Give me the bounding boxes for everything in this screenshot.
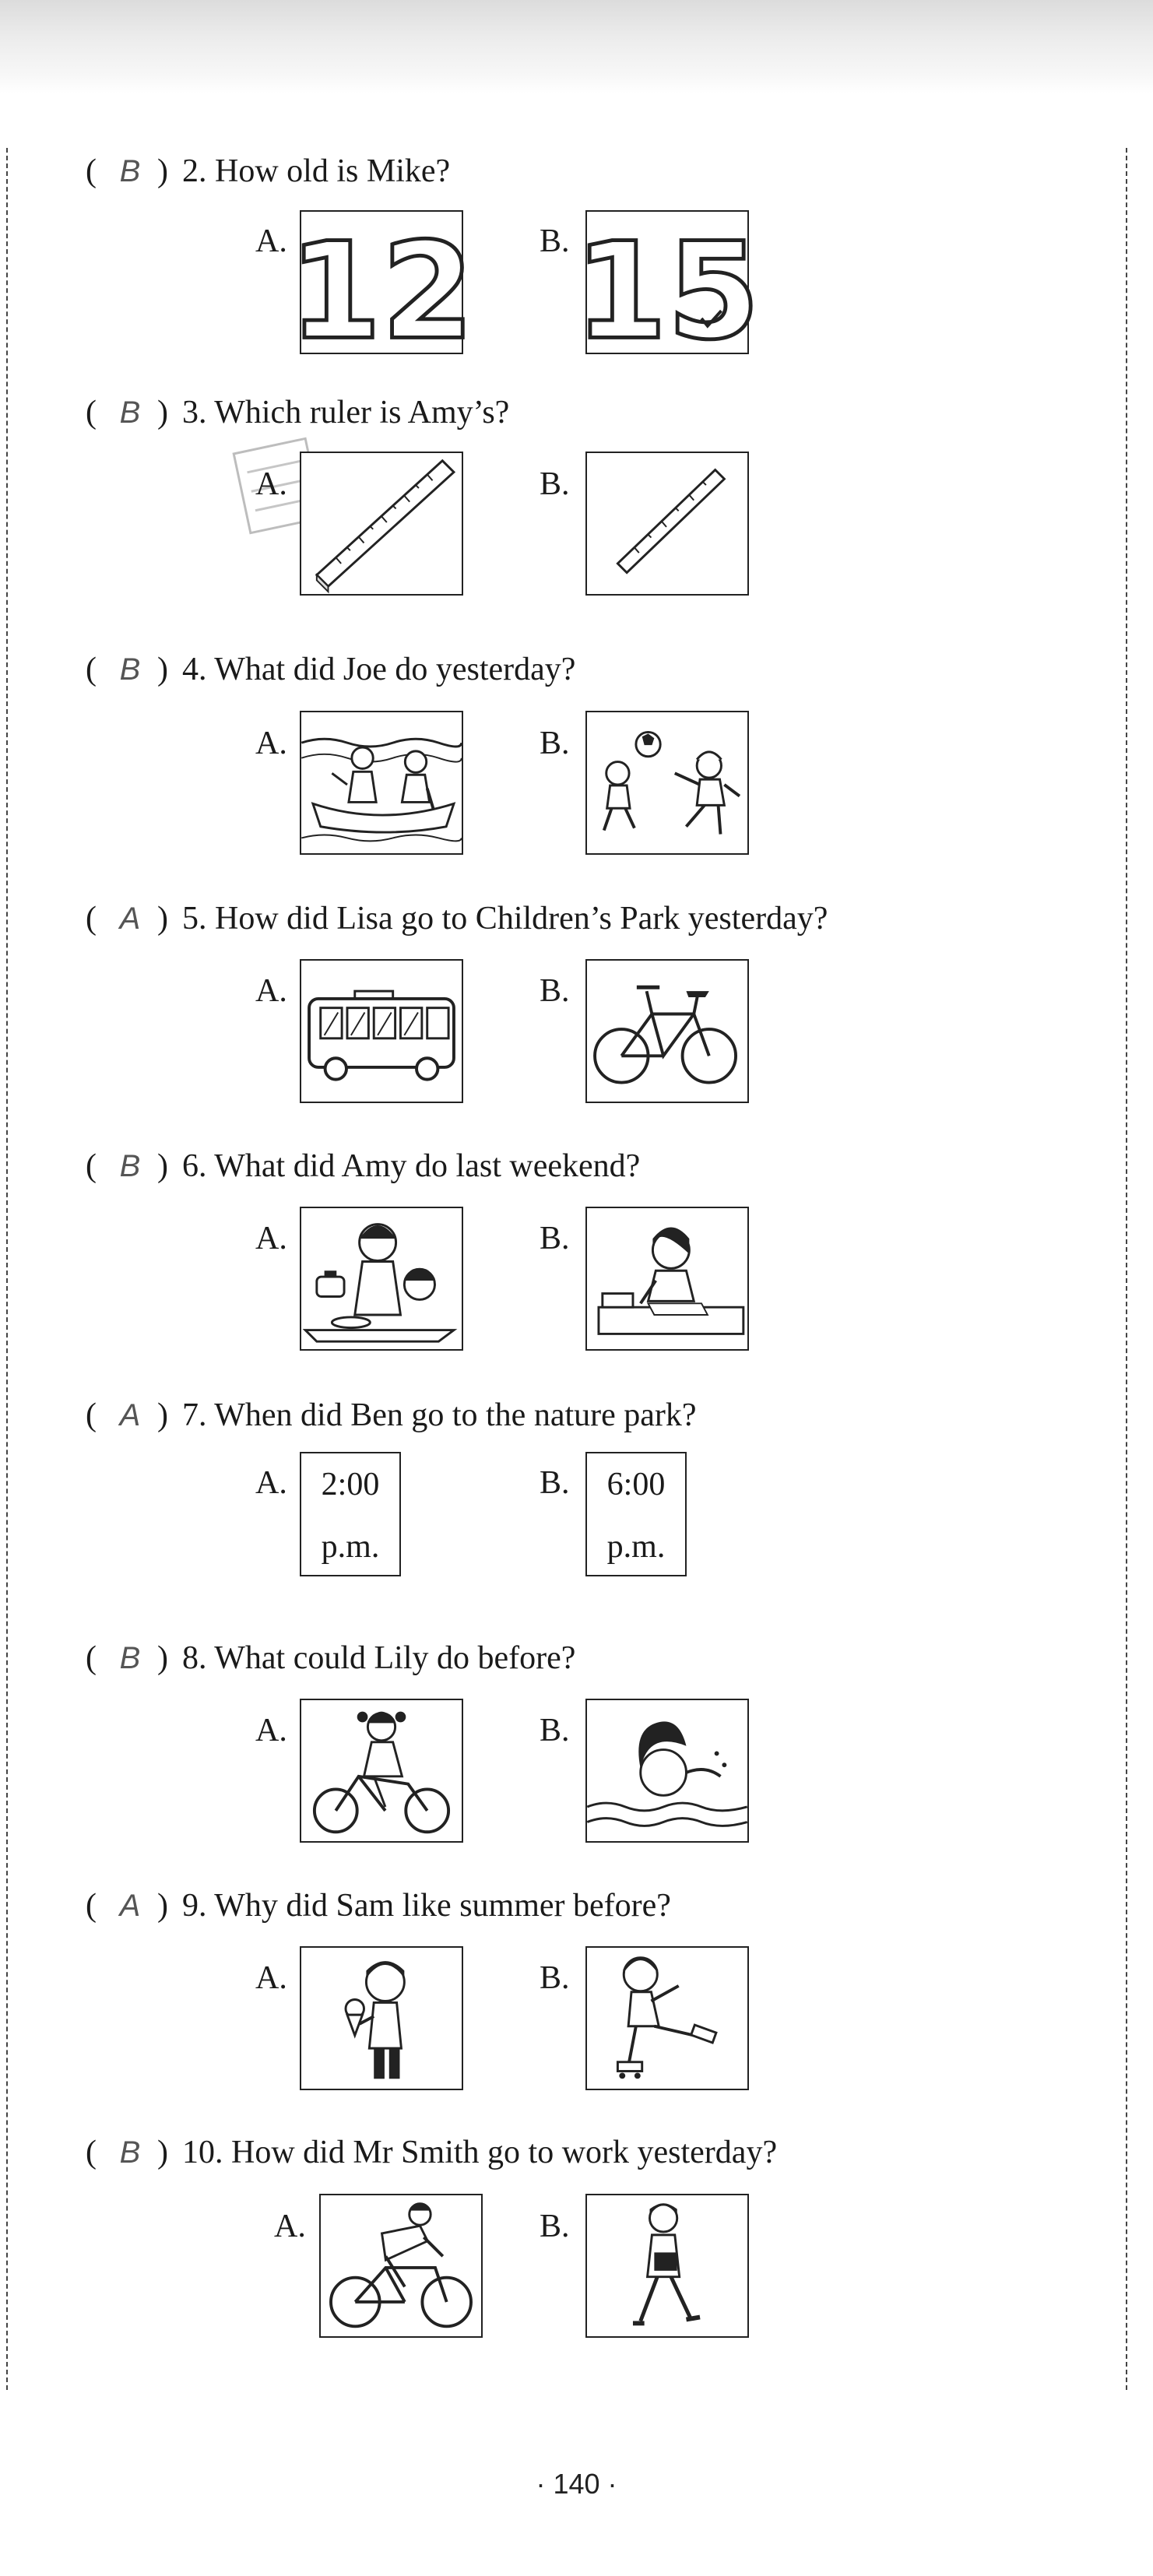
right-binding-line bbox=[1126, 148, 1127, 2390]
option-b-label: B. bbox=[540, 1713, 570, 1748]
answer-mark: A bbox=[119, 901, 141, 936]
option-b-label: B. bbox=[540, 1221, 570, 1256]
time-option-a bbox=[300, 1452, 401, 1576]
page-number: · 140 · bbox=[536, 2468, 617, 2500]
option-b-label: B. bbox=[540, 1960, 570, 1996]
option-a-label: A. bbox=[274, 2209, 306, 2244]
svg-text:12: 12 bbox=[288, 214, 475, 370]
option-b-label: B. bbox=[540, 973, 570, 1009]
man-cycling-icon bbox=[319, 2194, 483, 2338]
bicycle-icon bbox=[585, 959, 749, 1103]
answer-mark: B bbox=[119, 395, 141, 430]
cooking-icon bbox=[300, 1207, 463, 1351]
number-15-icon bbox=[574, 210, 761, 370]
swimming-icon bbox=[585, 1699, 749, 1843]
option-a-label: A. bbox=[255, 973, 287, 1009]
time-value: 6:00 bbox=[606, 1467, 666, 1502]
option-a-label: A. bbox=[255, 223, 287, 259]
question-text: 4. What did Joe do yesterday? bbox=[182, 652, 576, 687]
question-text: 10. How did Mr Smith go to work yesterday? bbox=[182, 2135, 778, 2170]
question-7: ( A ) 7. When did Ben go to the nature park? bbox=[86, 1392, 1098, 1439]
writing-icon bbox=[585, 1207, 749, 1351]
question-text: 6. What did Amy do last weekend? bbox=[182, 1148, 641, 1184]
question-text: 8. What could Lily do before? bbox=[182, 1640, 576, 1676]
time-value: 2:00 bbox=[321, 1467, 380, 1502]
option-a-label: A. bbox=[255, 466, 287, 502]
question-4: ( B ) 4. What did Joe do yesterday? bbox=[86, 646, 1098, 693]
answer-mark: B bbox=[119, 1149, 141, 1183]
time-period: p.m. bbox=[321, 1529, 380, 1565]
short-ruler-icon bbox=[585, 452, 749, 596]
option-a-label: A. bbox=[255, 1221, 287, 1256]
question-text: 5. How did Lisa go to Children’s Park yesterday? bbox=[182, 901, 828, 937]
question-5: ( A ) 5. How did Lisa go to Children’s Park yesterday? bbox=[86, 895, 1098, 942]
question-text: 3. Which ruler is Amy’s? bbox=[182, 395, 510, 431]
rowing-boat-icon bbox=[300, 711, 463, 855]
girl-riding-bike-icon bbox=[300, 1699, 463, 1843]
question-10: ( B ) 10. How did Mr Smith go to work yesterday? bbox=[86, 2129, 1098, 2176]
question-2: ( B ) 2. How old is Mike? bbox=[86, 148, 1098, 195]
question-text: 9. Why did Sam like summer before? bbox=[182, 1888, 671, 1924]
time-option-b bbox=[585, 1452, 687, 1576]
scan-shadow bbox=[0, 0, 1153, 93]
option-b-label: B. bbox=[540, 726, 570, 761]
number-12-icon bbox=[288, 210, 475, 370]
option-a-label: A. bbox=[255, 1713, 287, 1748]
left-binding-line bbox=[6, 148, 8, 2390]
option-a-label: A. bbox=[255, 1960, 287, 1996]
answer-mark: B bbox=[119, 1641, 141, 1675]
bus-icon bbox=[300, 959, 463, 1103]
question-text: 2. How old is Mike? bbox=[182, 153, 451, 189]
option-a-label: A. bbox=[255, 726, 287, 761]
answer-mark: A bbox=[119, 1889, 141, 1923]
answer-mark: B bbox=[119, 2135, 141, 2170]
svg-text:15: 15 bbox=[574, 214, 761, 370]
long-ruler-icon bbox=[300, 452, 463, 596]
answer-mark: B bbox=[119, 652, 141, 687]
playing-football-icon bbox=[585, 711, 749, 855]
question-6: ( B ) 6. What did Amy do last weekend? bbox=[86, 1143, 1098, 1190]
answer-mark: A bbox=[119, 1398, 141, 1432]
ice-cream-icon bbox=[300, 1946, 463, 2090]
option-b-label: B. bbox=[540, 223, 570, 259]
question-9: ( A ) 9. Why did Sam like summer before? bbox=[86, 1882, 1098, 1929]
roller-skating-icon bbox=[585, 1946, 749, 2090]
option-b-label: B. bbox=[540, 466, 570, 502]
option-b-label: B. bbox=[540, 1465, 570, 1501]
walking-man-icon bbox=[585, 2194, 749, 2338]
question-3: ( B ) 3. Which ruler is Amy’s? bbox=[86, 389, 1098, 436]
time-period: p.m. bbox=[606, 1529, 666, 1565]
option-a-label: A. bbox=[255, 1465, 287, 1501]
question-8: ( B ) 8. What could Lily do before? bbox=[86, 1635, 1098, 1682]
option-b-label: B. bbox=[540, 2209, 570, 2244]
question-text: 7. When did Ben go to the nature park? bbox=[182, 1397, 697, 1433]
answer-mark: B bbox=[119, 154, 141, 188]
